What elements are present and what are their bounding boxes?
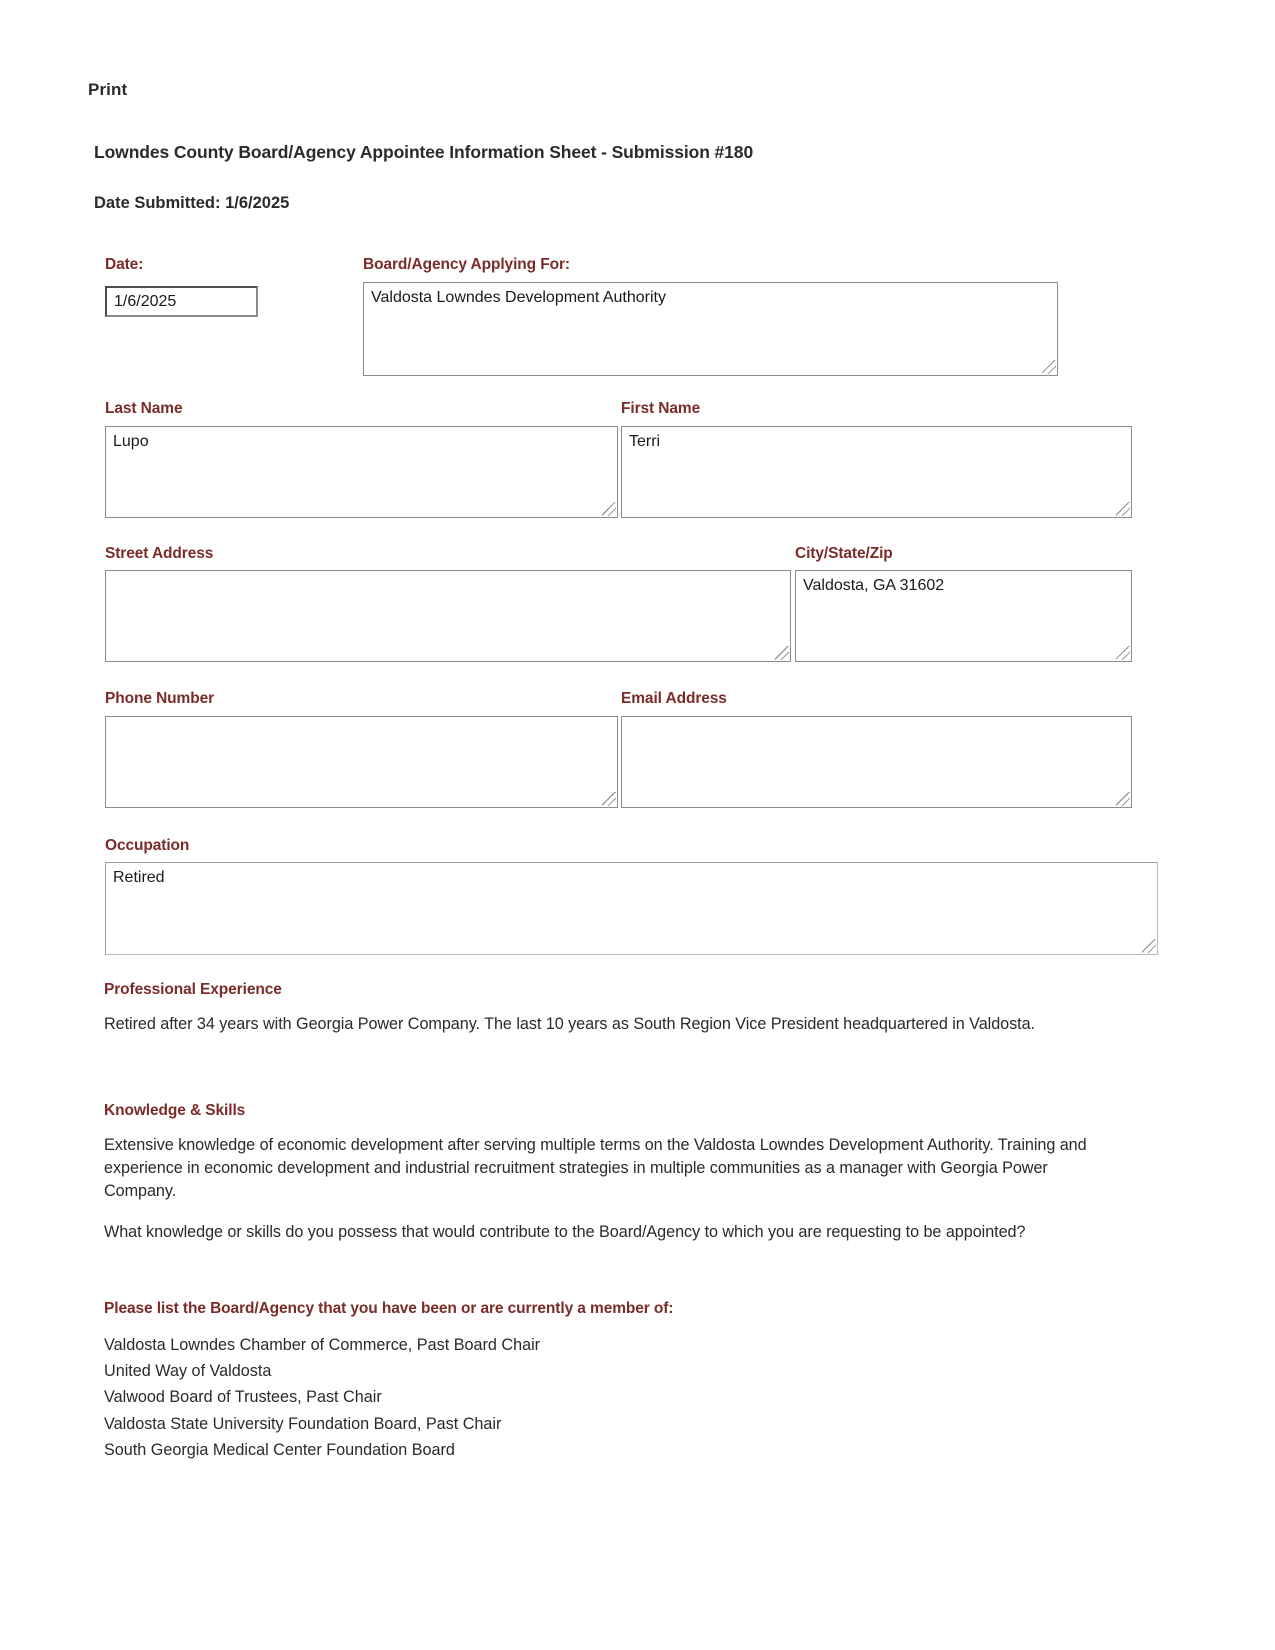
board-agency-input[interactable]: Valdosta Lowndes Development Authority bbox=[363, 282, 1058, 376]
occupation-label: Occupation bbox=[105, 837, 190, 854]
city-state-zip-input[interactable]: Valdosta, GA 31602 bbox=[795, 570, 1132, 662]
street-address-input[interactable] bbox=[105, 570, 791, 662]
list-item: South Georgia Medical Center Foundation Board bbox=[104, 1440, 455, 1459]
date-submitted: Date Submitted: 1/6/2025 bbox=[94, 194, 290, 212]
list-item: United Way of Valdosta bbox=[104, 1362, 272, 1381]
phone-number-label: Phone Number bbox=[105, 690, 215, 707]
email-address-input[interactable] bbox=[621, 716, 1132, 808]
date-label: Date: bbox=[105, 256, 144, 273]
professional-experience-section bbox=[104, 981, 1094, 1036]
page-title: Lowndes County Board/Agency Appointee Information Sheet - Submission #180 bbox=[94, 142, 754, 162]
email-address-label: Email Address bbox=[621, 690, 727, 707]
boards-section bbox=[104, 1300, 1094, 1463]
city-state-zip-label: City/State/Zip bbox=[795, 545, 893, 562]
knowledge-skills-heading: Knowledge & Skills bbox=[104, 1102, 246, 1119]
knowledge-skills-body: Extensive knowledge of economic development after serving multiple terms on the Valdosta Lowndes Development Authority. Training and experience in economic development and industrial recruitment strategies in multiple communities as a manager with Georgia Power Company. bbox=[104, 1136, 1087, 1200]
knowledge-skills-question: What knowledge or skills do you possess that would contribute to the Board/Agency to which you are requesting to be appointed? bbox=[104, 1223, 1026, 1241]
professional-experience-heading: Professional Experience bbox=[104, 981, 282, 998]
list-item: Valdosta Lowndes Chamber of Commerce, Past Board Chair bbox=[104, 1336, 541, 1354]
last-name-input[interactable]: Lupo bbox=[105, 426, 618, 518]
phone-number-input[interactable] bbox=[105, 716, 618, 808]
occupation-input[interactable]: Retired bbox=[105, 862, 1158, 955]
professional-experience-body: Retired after 34 years with Georgia Power Company. The last 10 years as South Region Vice President headquartered in Valdosta. bbox=[104, 1015, 1036, 1033]
first-name-input[interactable]: Terri bbox=[621, 426, 1132, 518]
street-address-label: Street Address bbox=[105, 545, 214, 562]
last-name-label: Last Name bbox=[105, 400, 183, 417]
list-item: Valdosta State University Foundation Board, Past Chair bbox=[104, 1414, 502, 1433]
boards-list bbox=[104, 1332, 1094, 1463]
boards-heading: Please list the Board/Agency that you have been or are currently a member of: bbox=[104, 1300, 674, 1317]
first-name-label: First Name bbox=[621, 400, 701, 417]
knowledge-skills-section bbox=[104, 1102, 1094, 1244]
date-input[interactable]: 1/6/2025 bbox=[105, 286, 258, 317]
print-link[interactable]: Print bbox=[88, 80, 128, 99]
list-item: Valwood Board of Trustees, Past Chair bbox=[104, 1388, 382, 1407]
board-agency-label: Board/Agency Applying For: bbox=[363, 256, 570, 273]
